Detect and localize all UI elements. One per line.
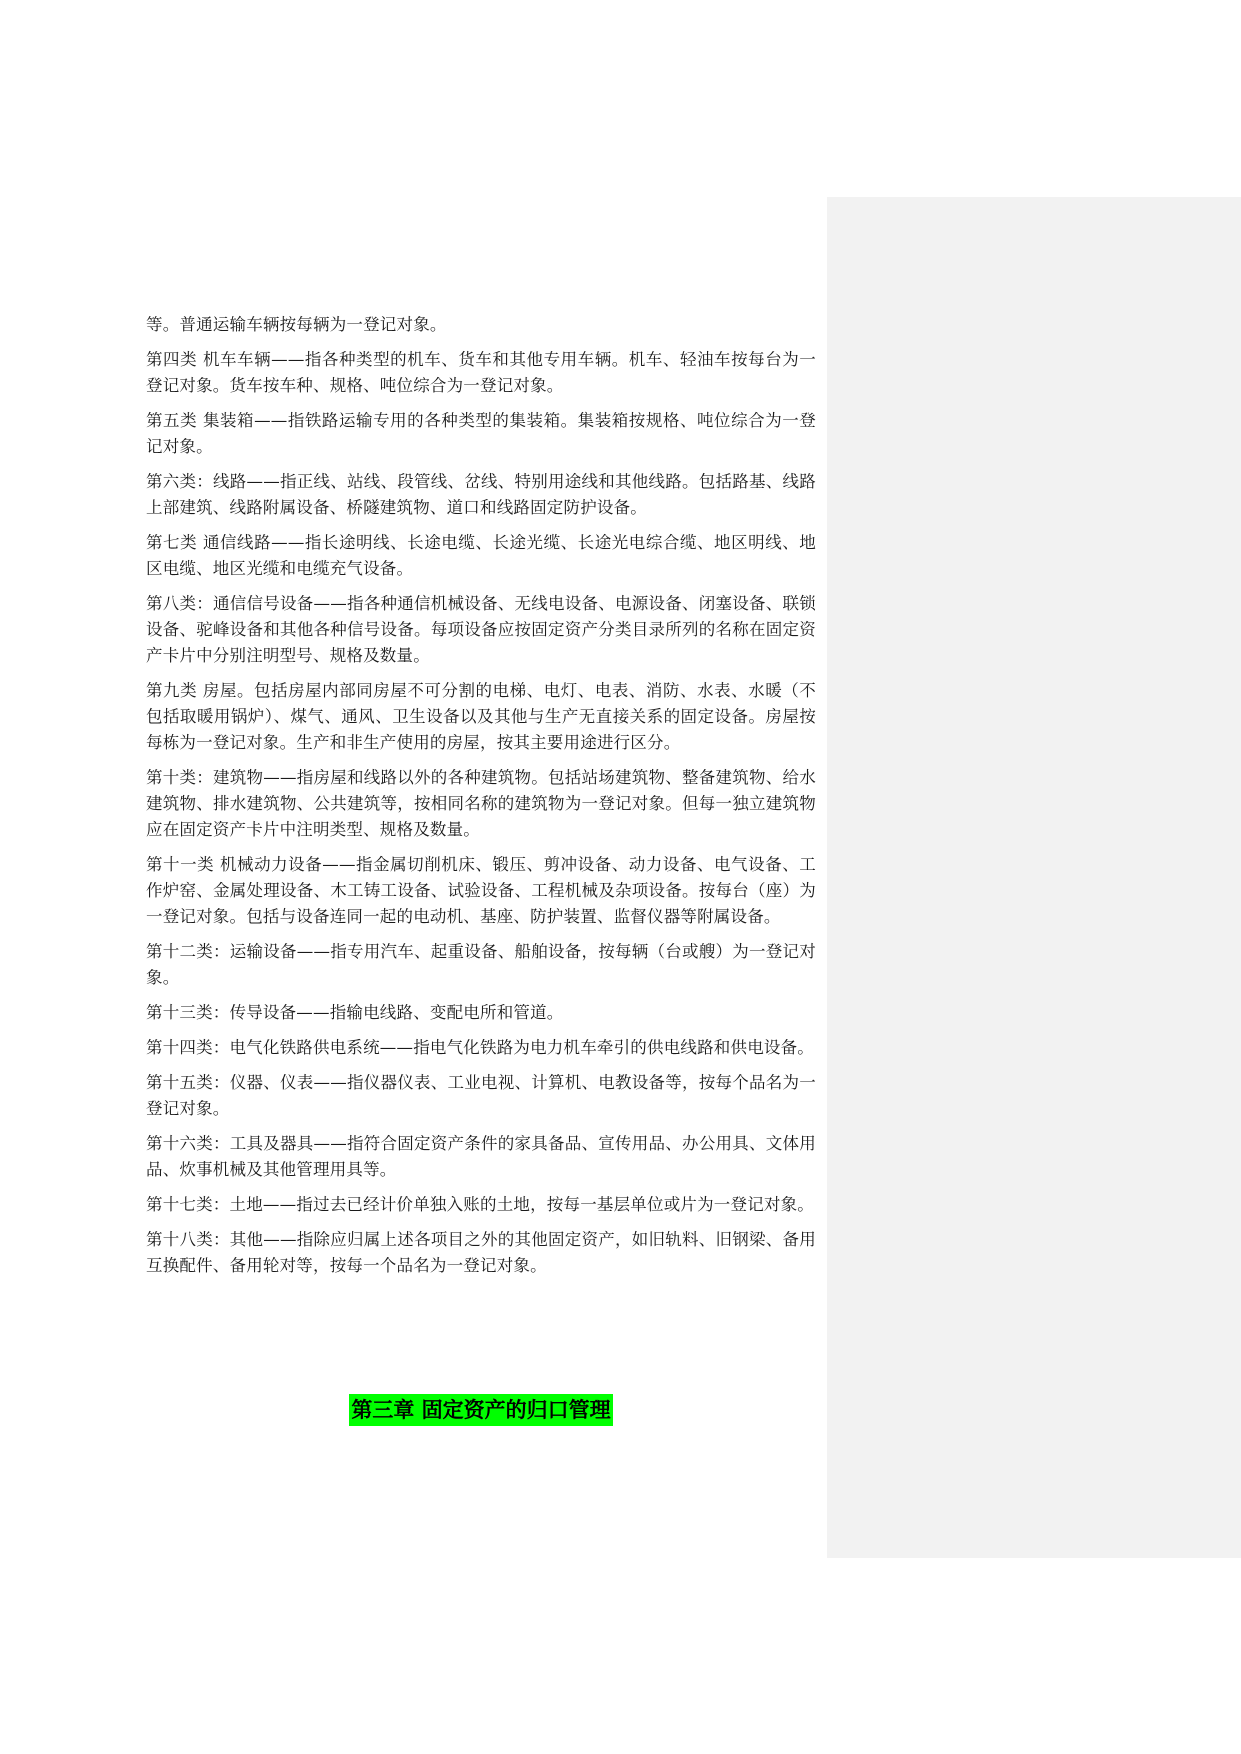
paragraph-category-16: 第十六类：工具及器具——指符合固定资产条件的家具备品、宣传用品、办公用具、文体用品、炊事机械及其他管理用具等。 [146, 1134, 816, 1179]
paragraph-category-9: 第九类 房屋。包括房屋内部同房屋不可分割的电梯、电灯、电表、消防、水表、水暖（不包括取暖用锅炉）、煤气、通风、卫生设备以及其他与生产无直接关系的固定设备。房屋按每栋为一登记对象。生产和非生产使用的房屋，按其主要用途进行区分。 [146, 681, 816, 752]
paragraph-category-4: 第四类 机车车辆——指各种类型的机车、货车和其他专用车辆。机车、轻油车按每台为一登记对象。货车按车种、规格、吨位综合为一登记对象。 [146, 350, 816, 395]
paragraph-category-5: 第五类 集装箱——指铁路运输专用的各种类型的集装箱。集装箱按规格、吨位综合为一登记对象。 [146, 411, 816, 456]
paragraph-category-7: 第七类 通信线路——指长途明线、长途电缆、长途光缆、长途光电综合缆、地区明线、地区电缆、地区光缆和电缆充气设备。 [146, 533, 816, 578]
paragraph-category-10: 第十类：建筑物——指房屋和线路以外的各种建筑物。包括站场建筑物、整备建筑物、给水建筑物、排水建筑物、公共建筑等，按相同名称的建筑物为一登记对象。但每一独立建筑物应在固定资产卡片中注明类型、规格及数量。 [146, 768, 816, 839]
paragraph-category-15: 第十五类：仪器、仪表——指仪器仪表、工业电视、计算机、电教设备等，按每个品名为一登记对象。 [146, 1073, 816, 1118]
document-body [146, 312, 816, 1288]
paragraph-category-11: 第十一类 机械动力设备——指金属切削机床、锻压、剪冲设备、动力设备、电气设备、工作炉窑、金属处理设备、木工铸工设备、试验设备、工程机械及杂项设备。按每台（座）为一登记对象。包括与设备连同一起的电动机、基座、防护装置、监督仪器等附属设备。 [146, 855, 816, 926]
paragraph-category-8: 第八类：通信信号设备——指各种通信机械设备、无线电设备、电源设备、闭塞设备、联锁设备、驼峰设备和其他各种信号设备。每项设备应按固定资产分类目录所列的名称在固定资产卡片中分别注明型号、规格及数量。 [146, 594, 816, 665]
paragraph-category-12: 第十二类：运输设备——指专用汽车、起重设备、船舶设备，按每辆（台或艘）为一登记对象。 [146, 942, 816, 987]
paragraph-category-6: 第六类：线路——指正线、站线、段管线、岔线、特别用途线和其他线路。包括路基、线路上部建筑、线路附属设备、桥隧建筑物、道口和线路固定防护设备。 [146, 472, 816, 517]
paragraph-continuation: 等。普通运输车辆按每辆为一登记对象。 [146, 315, 447, 334]
paragraph-category-18: 第十八类：其他——指除应归属上述各项目之外的其他固定资产，如旧轨料、旧钢梁、备用互换配件、备用轮对等，按每一个品名为一登记对象。 [146, 1230, 816, 1275]
paragraph-category-13: 第十三类：传导设备——指输电线路、变配电所和管道。 [146, 1003, 564, 1022]
comment-margin-pane [827, 197, 1241, 1558]
paragraph-category-14: 第十四类：电气化铁路供电系统——指电气化铁路为电力机车牵引的供电线路和供电设备。 [146, 1038, 814, 1057]
chapter-heading: 第三章 固定资产的归口管理 [349, 1394, 612, 1426]
chapter-heading-block [146, 1394, 816, 1426]
paragraph-category-17: 第十七类：土地——指过去已经计价单独入账的土地，按每一基层单位或片为一登记对象。 [146, 1195, 814, 1214]
